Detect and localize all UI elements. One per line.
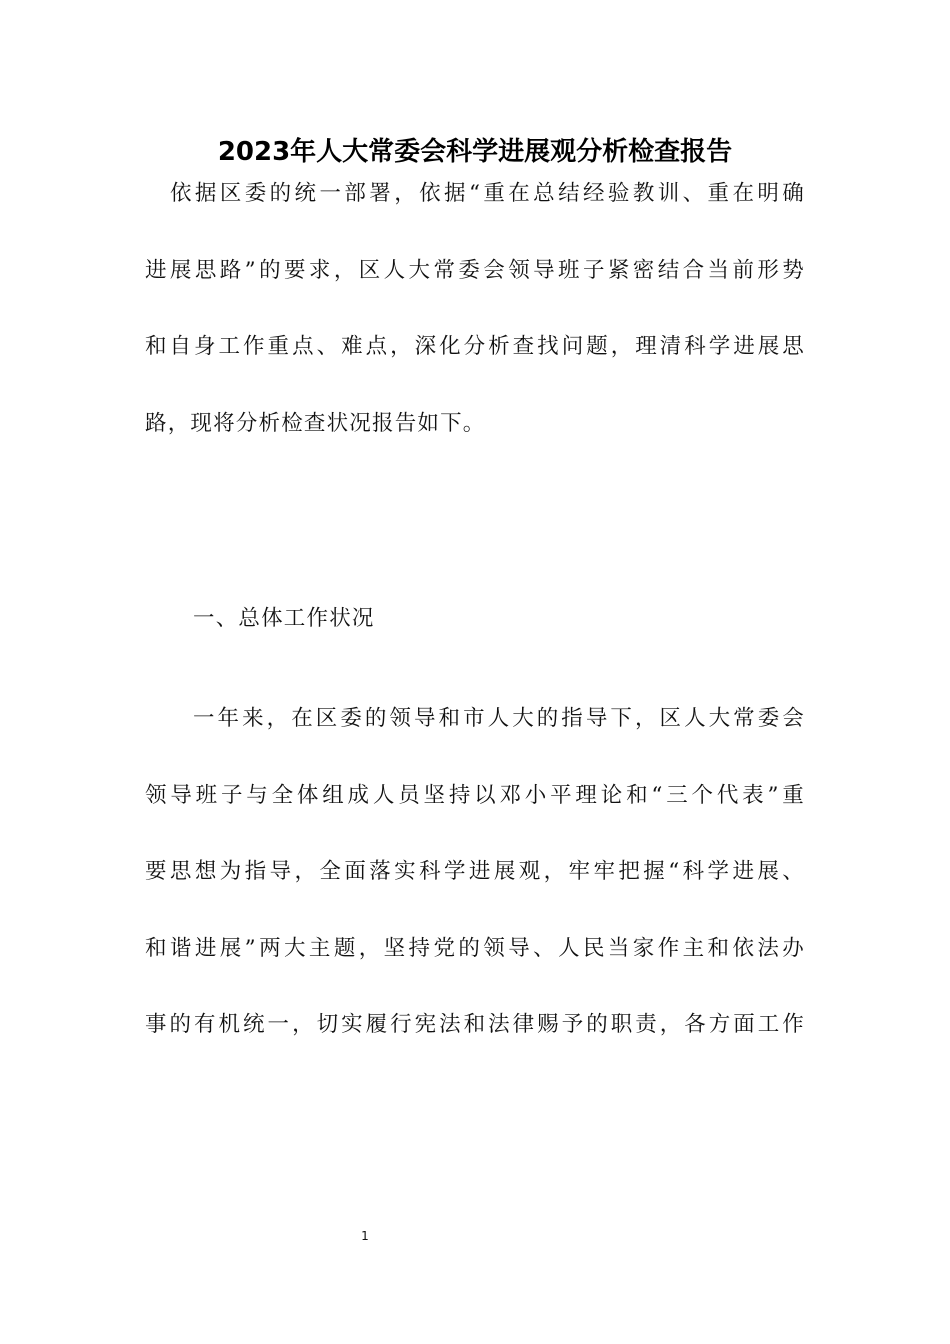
page-number: 1 bbox=[361, 1229, 369, 1243]
paragraph-line: 要思想为指导，全面落实科学进展观，牢牢把握“科学进展、 bbox=[145, 859, 805, 884]
paragraph-line: 依据区委的统一部署，依据“重在总结经验教训、重在明确 bbox=[170, 181, 805, 206]
document-title: 2023年人大常委会科学进展观分析检查报告 bbox=[217, 137, 733, 167]
paragraph-line: 路，现将分析检查状况报告如下。 bbox=[145, 411, 486, 436]
paragraph-line: 事的有机统一，切实履行宪法和法律赐予的职责，各方面工作 bbox=[145, 1012, 805, 1037]
section-heading: 一、总体工作状况 bbox=[193, 606, 375, 631]
paragraph-line: 一年来，在区委的领导和市人大的指导下，区人大常委会 bbox=[193, 706, 805, 731]
paragraph-line: 和自身工作重点、难点，深化分析查找问题，理清科学进展思 bbox=[145, 334, 805, 359]
paragraph-line: 和谐进展”两大主题，坚持党的领导、人民当家作主和依法办 bbox=[145, 936, 805, 961]
paragraph-line: 领导班子与全体组成人员坚持以邓小平理论和“三个代表”重 bbox=[145, 783, 805, 808]
paragraph-line: 进展思路”的要求，区人大常委会领导班子紧密结合当前形势 bbox=[145, 258, 805, 283]
